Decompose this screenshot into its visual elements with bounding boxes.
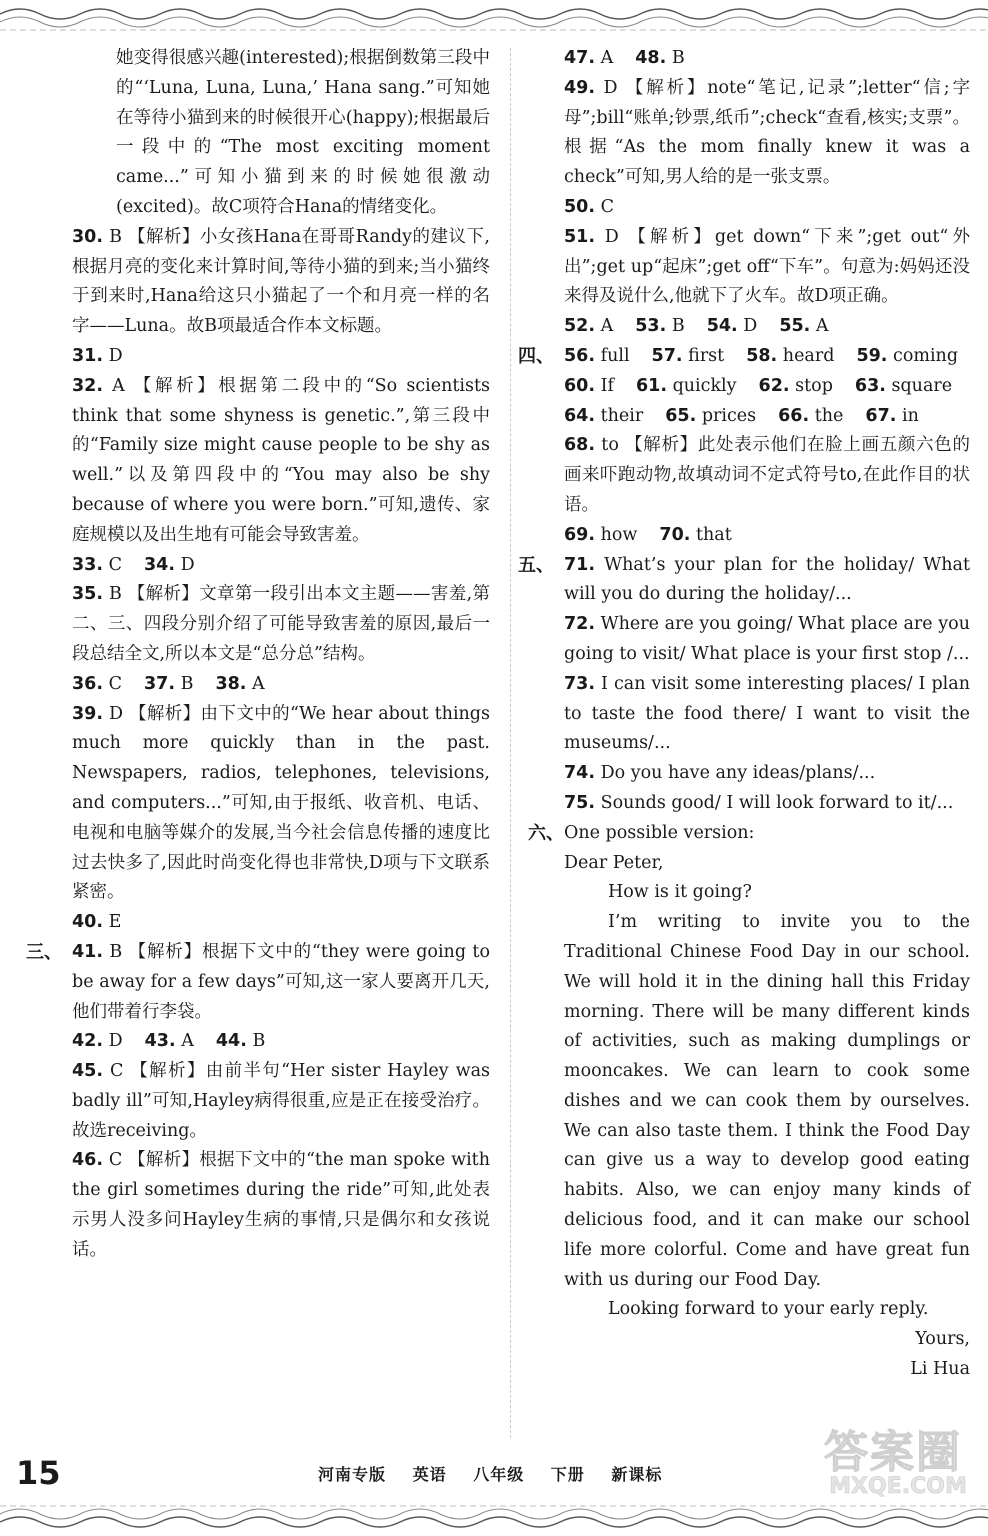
answer-item <box>532 372 970 402</box>
answer-body <box>72 223 490 342</box>
question-number: 61. <box>635 375 667 396</box>
answer-body <box>564 551 970 611</box>
answer-text: 她变得很感兴趣(interested);根据倒数第三段中的“‘Luna, Luna, Luna,’ Hana sang.”可知她在等待小猫到来的时候很开心(happy);根据最后一段中的“The most exciting moment came...”可知小猫到来的时候她很激动(excited)。故C项符合Hana的情绪变化。 <box>116 48 490 217</box>
footer-curriculum: 新课标 <box>611 1465 663 1484</box>
right-answer-column <box>518 44 970 1385</box>
footer-grade: 八年级 <box>473 1465 525 1484</box>
answer-text: If <box>600 375 614 396</box>
answer-text: What’s your plan for the holiday/ What will you do during the holiday/... <box>564 554 970 605</box>
question-number: 53. <box>635 316 667 337</box>
answer-text: prices <box>701 405 757 426</box>
answer-item <box>532 431 970 520</box>
question-number: 47. <box>564 48 596 68</box>
question-number: 30. <box>72 226 104 247</box>
answer-body <box>72 342 490 372</box>
question-number: 74. <box>564 763 596 784</box>
answer-body <box>564 759 970 789</box>
watermark-text: 答案圈 <box>824 1427 962 1478</box>
question-number: 33. <box>72 554 104 575</box>
letter-greeting: Dear Peter, <box>564 852 664 873</box>
answer-text: to 【解析】此处表示他们在脸上画五颜六色的画来吓跑动物,故填动词不定式符号to,在此作目的状语。 <box>564 435 970 515</box>
question-number: 51. <box>564 226 596 247</box>
answer-body <box>564 431 970 520</box>
answer-item <box>532 610 970 670</box>
question-number: 48. <box>635 48 667 68</box>
answer-text: B <box>180 673 194 694</box>
answer-text: D <box>108 1031 123 1052</box>
answer-item <box>532 312 970 342</box>
answer-body <box>564 74 970 193</box>
answer-item <box>40 551 490 581</box>
answer-item <box>40 1057 490 1146</box>
answer-body <box>72 670 490 700</box>
answer-item <box>532 789 970 819</box>
bottom-decorative-border <box>0 1500 988 1536</box>
answer-text: D <box>743 316 758 337</box>
answer-body <box>564 670 970 759</box>
answer-item <box>40 223 490 342</box>
answer-item <box>518 342 970 372</box>
answer-text: B <box>671 316 685 337</box>
answer-item <box>40 342 490 372</box>
answer-item <box>532 521 970 551</box>
answer-text: in <box>901 405 919 426</box>
question-number: 64. <box>564 405 596 426</box>
answer-body <box>564 44 970 74</box>
question-number: 43. <box>144 1031 176 1052</box>
answer-text: D <box>180 554 195 575</box>
answer-text: first <box>688 345 725 366</box>
question-number: 32. <box>72 375 104 396</box>
footer-edition-info <box>318 1462 682 1485</box>
question-number: 69. <box>564 524 596 545</box>
question-number: 38. <box>215 673 247 694</box>
question-number: 75. <box>564 792 596 813</box>
right-answer-list <box>518 44 970 819</box>
answer-text: heard <box>782 345 835 366</box>
answer-body <box>72 1057 490 1146</box>
section-marker: 三、 <box>26 941 62 963</box>
question-number: 37. <box>143 673 175 694</box>
question-number: 65. <box>665 405 697 426</box>
answer-body <box>72 908 490 938</box>
answer-text: C <box>600 196 614 217</box>
answer-text: their <box>600 405 644 426</box>
answer-text: stop <box>795 375 833 396</box>
question-number: 50. <box>564 196 596 217</box>
question-number: 45. <box>72 1061 104 1082</box>
footer-subject: 英语 <box>412 1465 447 1484</box>
answer-body <box>564 521 970 551</box>
answer-item <box>40 44 490 223</box>
answer-text: C 【解析】由前半句“Her sister Hayley was badly ill”可知,Hayley病得很重,应是正在接受治疗。故选receiving。 <box>72 1061 490 1141</box>
answer-text: C <box>108 554 122 575</box>
question-number: 67. <box>865 405 897 426</box>
answer-body <box>72 938 490 1027</box>
page-number: 15 <box>16 1454 61 1492</box>
question-number: 55. <box>779 316 811 337</box>
answer-body <box>564 223 970 312</box>
column-divider <box>510 48 511 1438</box>
question-number: 70. <box>659 524 691 545</box>
question-number: 72. <box>564 614 596 635</box>
question-number: 42. <box>72 1031 104 1052</box>
answer-item <box>518 551 970 611</box>
answer-text: B 【解析】根据下文中的“they were going to be away for a few days”可知,这一家人要离开几天,他们带着行李袋。 <box>72 941 490 1022</box>
answer-body <box>564 372 970 402</box>
answer-text: A 【解析】根据第二段中的“So scientists think that some shyness is genetic.”,第三段中的“Family size might cause people to be shy as well.”以及第四段中的“You may also be shy because of where you were born.”可知,遗传、家庭规模以及出生地有可能会导致害羞。 <box>72 375 490 545</box>
answer-text: A <box>600 316 614 337</box>
writing-letter <box>564 819 970 1385</box>
answer-item <box>40 670 490 700</box>
answer-body <box>564 402 970 432</box>
question-number: 63. <box>854 375 886 396</box>
answer-item <box>532 670 970 759</box>
answer-text: A <box>181 1031 194 1052</box>
question-number: 73. <box>564 673 596 694</box>
answer-text: B <box>671 48 685 68</box>
question-number: 54. <box>706 316 738 337</box>
answer-text: A <box>600 48 614 68</box>
answer-text: quickly <box>672 375 737 396</box>
answer-text: C <box>108 673 122 694</box>
answer-body <box>564 312 970 342</box>
answer-body <box>72 551 490 581</box>
answer-body <box>564 610 970 670</box>
question-number: 57. <box>651 345 683 366</box>
answer-text: B <box>252 1031 266 1052</box>
answer-body <box>72 372 490 551</box>
footer-volume: 下册 <box>550 1465 585 1484</box>
letter-closing: Looking forward to your early reply. <box>608 1299 929 1320</box>
answer-item <box>40 372 490 551</box>
question-number: 58. <box>746 345 778 366</box>
answer-text: A <box>252 673 265 694</box>
section-marker: 四、 <box>518 345 554 367</box>
question-number: 59. <box>856 345 888 366</box>
question-number: 68. <box>564 435 596 456</box>
answer-item <box>532 44 970 74</box>
question-number: 71. <box>564 554 596 575</box>
answer-text: the <box>814 405 844 426</box>
letter-opening: How is it going? <box>608 882 752 903</box>
footer-edition: 河南专版 <box>318 1465 387 1484</box>
question-number: 52. <box>564 316 596 337</box>
answer-text: B 【解析】小女孩Hana在哥哥Randy的建议下,根据月亮的变化来计算时间,等待小猫的到来;当小猫终于到来时,Hana给这只小猫起了一个和月亮一样的名字——Luna。故B项最适合作本文标题。 <box>72 226 490 337</box>
question-number: 66. <box>778 405 810 426</box>
question-number: 35. <box>72 584 104 605</box>
section-marker: 五、 <box>518 554 554 576</box>
answer-text: D <box>108 345 123 366</box>
answer-text: that <box>695 524 732 545</box>
answer-text: D 【解析】note“笔记,记录”;letter“信;字母”;bill“账单;钞票,纸币”;check“查看,核实;支票”。根据“As the mom finally knew it was a check”可知,男人给的是一张支票。 <box>564 77 970 188</box>
question-number: 44. <box>215 1031 247 1052</box>
answer-item <box>40 1027 490 1057</box>
answer-text: square <box>891 375 953 396</box>
question-number: 46. <box>72 1150 104 1171</box>
answer-text: how <box>600 524 638 545</box>
letter-signoff: Yours, <box>915 1329 970 1350</box>
answer-text: full <box>600 345 630 366</box>
answer-item <box>26 938 490 1027</box>
answer-item <box>532 223 970 312</box>
answer-text: D 【解析】get down“下来”;get out“外出”;get up“起床”;get off“下车”。句意为:妈妈还没来得及说什么,他就下了火车。故D项正确。 <box>564 226 970 307</box>
answer-item <box>532 759 970 789</box>
question-number: 56. <box>564 345 596 366</box>
top-decorative-border <box>0 0 988 36</box>
question-number: 34. <box>143 554 175 575</box>
question-number: 41. <box>72 941 104 962</box>
answer-text: C 【解析】根据下文中的“the man spoke with the girl sometimes during the ride”可知,此处表示男人没多问Hayley生病的事情,只是偶尔和女孩说话。 <box>72 1150 490 1260</box>
answer-body <box>72 580 490 669</box>
answer-text: coming <box>893 345 959 366</box>
answer-text: Sounds good/ I will look forward to it/... <box>600 792 954 813</box>
answer-text: B 【解析】文章第一段引出本文主题——害羞,第二、三、四段分别介绍了可能导致害羞的原因,最后一段总结全文,所以本文是“总分总”结构。 <box>72 584 490 664</box>
answer-item <box>40 580 490 669</box>
answer-item <box>40 700 490 909</box>
answer-body <box>72 1027 490 1057</box>
answer-item <box>532 74 970 193</box>
answer-body <box>564 342 970 372</box>
letter-body: I’m writing to invite you to the Traditional Chinese Food Day in our school. We will hold it in the dining hall this Friday morning. There will be many different kinds of activities, such as making dumplings or mooncakes. We can learn to cook some dishes and we can cook them by ourselves. We can also taste them. I think the Food Day can give us a way to develop good eating habits. Also, we can enjoy many kinds of delicious food, and it can make our school life more colorful. Come and have great fun with us during our Food Day. <box>564 912 970 1290</box>
question-number: 60. <box>564 375 596 396</box>
question-number: 36. <box>72 673 104 694</box>
answer-text: I can visit some interesting places/ I plan to taste the food there/ I want to visit the museums/... <box>564 673 970 754</box>
answer-text: E <box>108 912 122 933</box>
watermark-url: MXQE.COM <box>829 1474 967 1499</box>
answer-item <box>532 402 970 432</box>
answer-text: Where are you going/ What place are you going to visit/ What place is your first stop /... <box>564 614 970 664</box>
writing-section <box>528 819 970 1385</box>
question-number: 31. <box>72 345 104 366</box>
answer-item <box>532 193 970 223</box>
answer-item <box>40 1146 490 1265</box>
left-answer-column <box>26 44 490 1266</box>
answer-body <box>564 789 970 819</box>
question-number: 39. <box>72 703 104 724</box>
answer-body <box>116 44 490 223</box>
writing-intro: One possible version: <box>564 822 755 843</box>
answer-item <box>40 908 490 938</box>
question-number: 40. <box>72 912 104 933</box>
question-number: 62. <box>758 375 790 396</box>
answer-text: A <box>815 316 829 337</box>
answer-body <box>564 193 970 223</box>
site-watermark <box>808 1416 978 1512</box>
question-number: 49. <box>564 77 596 98</box>
letter-signature: Li Hua <box>910 1359 970 1380</box>
answer-text: Do you have any ideas/plans/... <box>600 763 876 784</box>
answer-text: D 【解析】由下文中的“We hear about things much more quickly than in the past. Newspapers, radios, telephones, televisions, and computers...”可知,由于报纸、收音机、电话、电视和电脑等媒介的发展,当今社会信息传播的速度比过去快多了,因此时尚变化得也非常快,D项与下文联系紧密。 <box>72 703 490 903</box>
answer-body <box>72 700 490 909</box>
answer-body <box>72 1146 490 1265</box>
section-marker: 六、 <box>528 822 564 844</box>
